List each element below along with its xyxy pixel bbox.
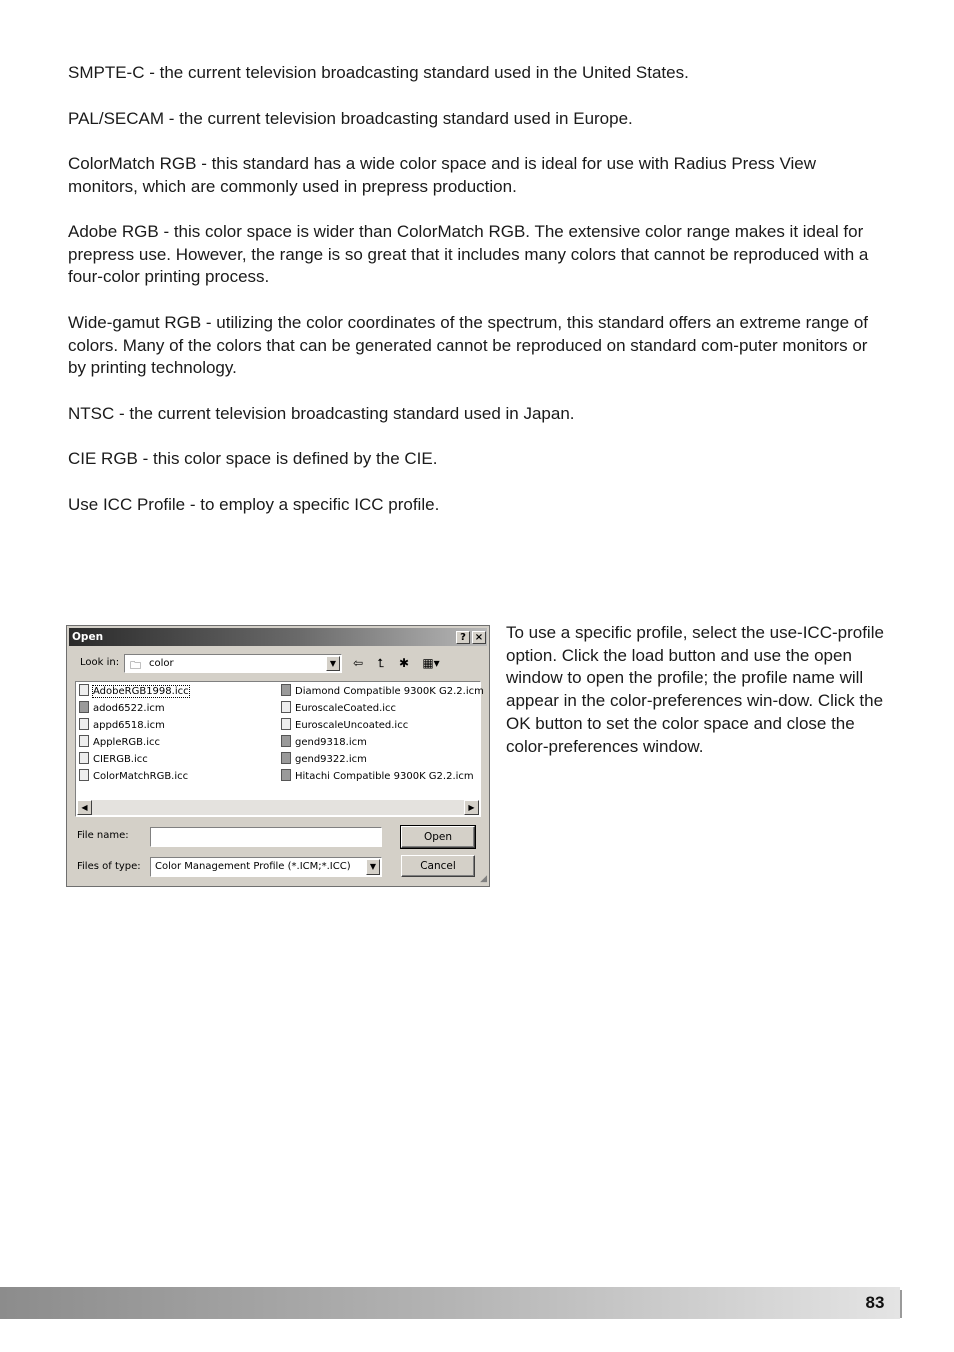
- file-name-input[interactable]: [150, 827, 382, 847]
- paragraph-smpte-c: SMPTE-C - the current television broadcasting standard used in the United States.: [68, 63, 689, 82]
- paragraph-colormatch-rgb: ColorMatch RGB - this standard has a wide color space and is ideal for use with Radius Press View monitors, which are commonly used in prepress production.: [68, 154, 817, 196]
- look-in-label: Look in:: [80, 657, 120, 668]
- file-icon: [79, 718, 89, 730]
- files-of-type-label: Files of type:: [77, 861, 141, 872]
- horizontal-scrollbar[interactable]: [77, 800, 479, 815]
- paragraph-wide-gamut-rgb: Wide-gamut RGB - utilizing the color coordinates of the spectrum, this standard offers an extreme range of colors. Many of the colors that can be generated cannot be reproduced on standard com-puter monitors or by printing technology.: [68, 313, 869, 378]
- list-item[interactable]: appd6518.icm: [79, 718, 165, 734]
- folder-icon: 🗀: [130, 659, 141, 672]
- file-list[interactable]: [75, 681, 484, 817]
- paragraph-ntsc: NTSC - the current television broadcasting standard used in Japan.: [68, 404, 575, 423]
- list-item[interactable]: AdobeRGB1998.icc: [79, 684, 189, 700]
- list-item[interactable]: gend9322.icm: [281, 752, 367, 768]
- look-in-value: color: [149, 658, 174, 669]
- back-icon[interactable]: ⇦: [352, 656, 364, 670]
- new-folder-icon[interactable]: ✱: [398, 656, 410, 670]
- file-icon: [281, 752, 291, 764]
- close-button[interactable]: ×: [472, 631, 486, 644]
- file-icon: [79, 701, 89, 713]
- chevron-down-icon[interactable]: ▼: [326, 656, 340, 671]
- paragraph-use-icc-profile: Use ICC Profile - to employ a specific ICC profile.: [68, 495, 440, 514]
- list-item[interactable]: CIERGB.icc: [79, 752, 148, 768]
- list-item[interactable]: adod6522.icm: [79, 701, 165, 717]
- file-icon: [281, 718, 291, 730]
- footer-bar: [0, 1287, 900, 1319]
- file-icon: [281, 684, 291, 696]
- file-icon: [79, 769, 89, 781]
- files-of-type-dropdown[interactable]: [150, 857, 382, 877]
- resize-grip-icon[interactable]: ◢: [480, 874, 487, 884]
- page-number: 83: [865, 1293, 885, 1312]
- look-in-dropdown[interactable]: [124, 654, 342, 673]
- file-name-label: File name:: [77, 830, 129, 841]
- list-item[interactable]: ColorMatchRGB.icc: [79, 769, 188, 785]
- instructions-text: To use a specific profile, select the use-ICC-profile option. Click the load button and use the open window to open the profile; the profile name will appear in the color-preferences win-dow. Click the OK button to set the color space and close the color-preferences window.: [506, 623, 884, 756]
- scroll-right-icon[interactable]: ▶: [464, 800, 479, 815]
- open-button[interactable]: Open: [401, 826, 475, 848]
- file-icon: [281, 735, 291, 747]
- paragraph-adobe-rgb: Adobe RGB - this color space is wider than ColorMatch RGB. The extensive color range makes it ideal for prepress use. However, the range is so great that it includes many colors that cannot be reproduced with a four-color printing process.: [68, 222, 869, 287]
- cancel-button[interactable]: Cancel: [401, 855, 475, 877]
- up-folder-icon[interactable]: ⮤: [377, 656, 385, 670]
- scroll-left-icon[interactable]: ◀: [77, 800, 92, 815]
- file-icon: [79, 735, 89, 747]
- footer-divider: [900, 1290, 902, 1318]
- chevron-down-icon[interactable]: ▼: [366, 859, 380, 875]
- list-item[interactable]: EuroscaleCoated.icc: [281, 701, 396, 717]
- list-item[interactable]: AppleRGB.icc: [79, 735, 160, 751]
- dialog-title: Open: [72, 631, 104, 643]
- list-item[interactable]: Hitachi Compatible 9300K G2.2.icm: [281, 769, 474, 785]
- list-item[interactable]: Diamond Compatible 9300K G2.2.icm: [281, 684, 484, 700]
- view-menu-icon[interactable]: ▦▾: [422, 656, 440, 670]
- file-icon: [79, 684, 89, 696]
- file-icon: [281, 769, 291, 781]
- list-item[interactable]: EuroscaleUncoated.icc: [281, 718, 408, 734]
- file-icon: [281, 701, 291, 713]
- file-icon: [79, 752, 89, 764]
- paragraph-pal-secam: PAL/SECAM - the current television broadcasting standard used in Europe.: [68, 109, 633, 128]
- files-of-type-value: Color Management Profile (*.ICM;*.ICC): [155, 861, 351, 872]
- list-item[interactable]: gend9318.icm: [281, 735, 367, 751]
- help-button[interactable]: ?: [456, 631, 470, 644]
- paragraph-cie-rgb: CIE RGB - this color space is defined by the CIE.: [68, 449, 438, 468]
- dialog-titlebar: [69, 628, 487, 646]
- open-dialog: [66, 625, 490, 887]
